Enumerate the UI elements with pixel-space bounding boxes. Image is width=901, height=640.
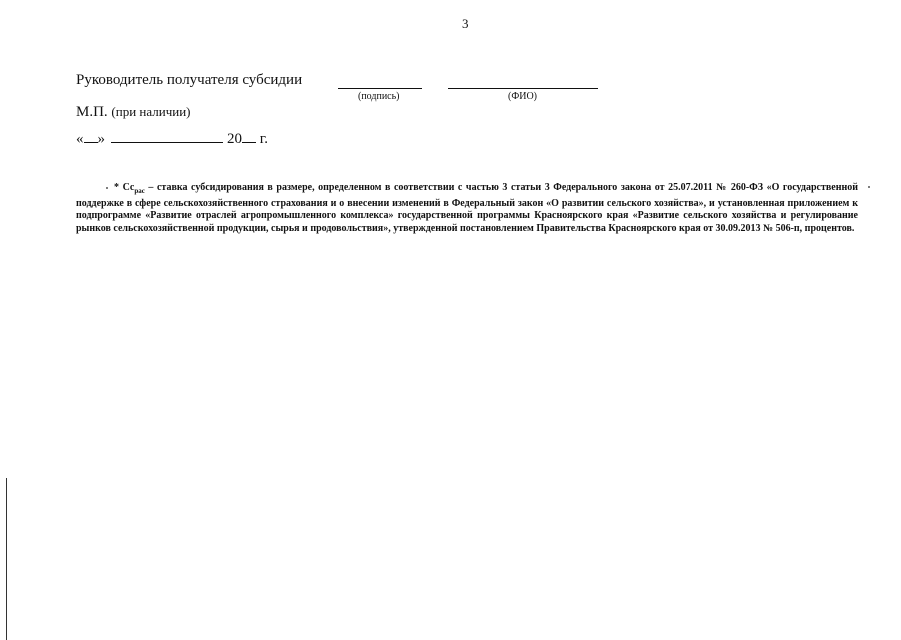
scan-edge-line <box>6 478 7 640</box>
footnote-subscript: рас <box>134 187 145 195</box>
scan-speck <box>868 186 870 188</box>
signature-caption: (подпись) <box>358 91 400 102</box>
fio-caption: (ФИО) <box>508 91 538 102</box>
footnote-marker: * Сс <box>114 182 135 193</box>
day-blank <box>84 130 98 143</box>
fio-line <box>448 88 598 89</box>
year-prefix: 20 <box>227 131 242 147</box>
month-blank <box>111 130 223 143</box>
date-open-quote: « <box>76 131 84 147</box>
stamp-line <box>76 104 190 121</box>
year-blank <box>242 130 256 143</box>
footnote <box>76 182 858 235</box>
scan-speck <box>106 187 108 189</box>
footnote-text: – ставка субсидирования в размере, определенном в соответствии с частью 3 статьи 3 Федерального закона от 25.07.2011 № 260-ФЗ «О государственной поддержке в сфере сельскохозяйственного страхования и о внесении изменений в Федеральный закон «О развитии сельского хозяйства», и установленная приложением к подпрограмме «Развитие отраслей агропромышленного комплекса» государственной программы Красноярского края «Развитие сельского хозяйства и регулирование рынков сельскохозяйственной продукции, сырья и продовольствия», утвержденной постановлением Правительства Красноярского края от 30.09.2013 № 506-п, процентов. <box>76 182 858 234</box>
page-number: 3 <box>462 16 469 31</box>
stamp-label: М.П. <box>76 104 108 120</box>
signature-block-label: Руководитель получателя субсидии <box>76 72 303 88</box>
date-line <box>76 130 268 148</box>
date-close-quote: » <box>97 131 105 147</box>
signature-line <box>338 88 422 89</box>
year-suffix: г. <box>259 131 268 147</box>
stamp-note: (при наличии) <box>111 104 191 119</box>
